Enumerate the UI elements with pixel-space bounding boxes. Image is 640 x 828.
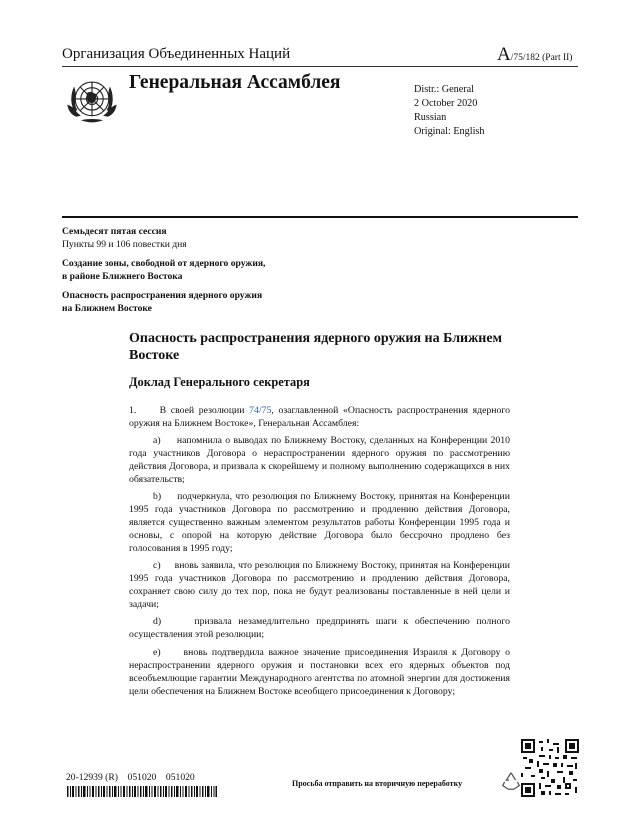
subparagraph-a [129,434,510,486]
agenda-item-1-line1: Создание зоны, свободной от ядерного оружия, [62,258,266,269]
subparagraph-e [129,646,510,698]
report-heading: Доклад Генерального секретаря [129,375,310,389]
distribution-block [414,83,484,139]
resolution-link[interactable]: 74/75 [249,405,272,416]
original-language: Original: English [414,126,485,137]
subparagraph-label: e) [153,647,161,658]
agenda-items: Пункты 99 и 106 повестки дня [62,238,187,250]
symbol-main: A [497,44,511,65]
qr-code [521,739,579,797]
paragraph-1 [129,404,510,430]
paragraph-1-text-post: , озаглавленной «Опасность распространения ядерного оружия на Ближнем Востоке», Генеральная Ассамблея: [129,405,511,430]
recycle-icon [500,770,522,792]
recycle-notice: Просьба отправить на вторичную переработку [292,779,463,788]
subparagraph-label: b) [153,491,162,502]
subparagraph-c [129,559,510,611]
issue-date: 2 October 2020 [414,98,478,109]
document-job-number: 20-12939 (R) 051020 051020 [66,772,195,783]
agenda-item-1 [62,258,362,283]
subparagraph-text: подчеркнула, что резолюция по Ближнему Востоку, принятая на Конференции 1995 года участников Договора по рассмотрению и продлению действия Договора, является существенно важным элементом результатов работы Конференции 1995 года и основы, с опорой на которую действие Договора было бессрочно продлено без голосования в 1995 году; [129,491,510,555]
document-symbol [497,44,572,66]
agenda-item-2-line2: на Ближнем Востоке [62,302,152,314]
session-info [62,226,362,251]
distribution: Distr.: General [414,84,474,95]
organization-name: Организация Объединенных Наций [62,46,291,62]
session-name: Семьдесят пятая сессия [62,226,167,237]
subparagraph-label: a) [153,435,161,446]
subparagraph-b [129,490,510,555]
un-emblem-icon [64,72,120,128]
subparagraph-text: напомнила о выводах по Ближнему Востоку, сделанных на Конференции 2010 года участников Договора о нераспространении ядерного оружия по рассмотрению действия Договора, и призвала к скорейшему и полному выполнению содержащихся в них обязательств; [129,435,511,486]
agenda-item-2 [62,290,362,315]
section-divider [62,216,578,218]
barcode [67,786,217,797]
paragraph-1-text-pre: В своей резолюции [159,405,250,416]
subparagraph-label: c) [153,560,161,571]
general-assembly-title: Генеральная Ассамблея [129,72,341,93]
language: Russian [414,112,447,123]
subparagraph-d [129,615,510,641]
agenda-item-2-line1: Опасность распространения ядерного оружия [62,290,263,301]
subparagraph-text: вновь заявила, что резолюция по Ближнему Востоку, принятая на Конференции 1995 года участников Договора по рассмотрению и продлению действия Договора, сохраняет свою силу до тех пор, пока не будут реализованы поставленные в ней цели и задачи; [129,560,510,611]
subparagraph-text: вновь подтвердила важное значение присоединения Израиля к Договору о нераспространении ядерного оружия и постановки всех его ядерных объектов под всеобъемлющие гарантии Международного агентства по атомной энергии для достижения цели обеспечения на Ближнем Востоке всеобщего присоединения к Договору; [129,647,510,698]
subparagraph-label: d) [153,616,162,627]
subparagraph-text: призвала незамедлительно предпринять шаги к обеспечению полного осуществления этой резолюции; [129,616,511,641]
paragraph-number: 1. [129,405,137,416]
document-title: Опасность распространения ядерного оружия на Ближнем Востоке [129,331,503,363]
symbol-suffix: /75/182 (Part II) [510,53,573,63]
agenda-item-1-line2: в районе Ближнего Востока [62,270,183,282]
header-divider [62,66,578,67]
